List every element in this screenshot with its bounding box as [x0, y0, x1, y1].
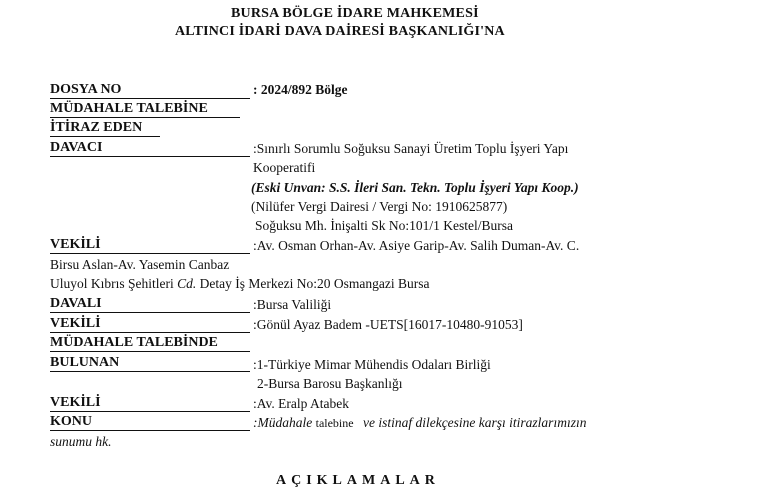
- plaintiff-attorneys-line2: Birsu Aslan-Av. Yasemin Canbaz: [50, 257, 230, 272]
- plaintiff-former-title: (Eski Unvan: S.S. İleri San. Tekn. Toplu İşyeri Yapı Koop.): [251, 180, 579, 195]
- intervener-2: 2-Bursa Barosu Başkanlığı: [257, 376, 403, 391]
- intervener-attorney-value: :Av. Eralp Atabek: [253, 396, 349, 411]
- intervener-label-line2: BULUNAN: [50, 355, 250, 372]
- file-no-value: : 2024/892 Bölge: [253, 82, 348, 97]
- defendant-value: :Bursa Valiliği: [253, 297, 332, 312]
- subject-part-c: ve istinaf dilekçesine karşı itirazlarımızın: [362, 415, 587, 430]
- subject-part-a: :Müdahale: [253, 415, 313, 430]
- intervener-1: :1-Türkiye Mimar Mühendis Odaları Birliği: [253, 357, 491, 372]
- plaintiff-attorneys-line1: :Av. Osman Orhan-Av. Asiye Garip-Av. Salih Duman-Av. C.: [253, 238, 580, 253]
- subject-part-b: talebine: [315, 416, 354, 430]
- subject-label: KONU: [50, 414, 250, 431]
- defendant-label: DAVALI: [50, 296, 250, 313]
- plaintiff-label: DAVACI: [50, 140, 250, 157]
- plaintiff-name-line2: Kooperatifi: [253, 160, 316, 175]
- intervention-label-line1: MÜDAHALE TALEBİNE: [50, 101, 240, 118]
- plaintiff-tax-info: (Nilüfer Vergi Dairesi / Vergi No: 1910625877): [251, 199, 508, 214]
- attorney-address-street: Uluyol Kıbrıs Şehitleri: [50, 276, 174, 291]
- defendant-attorney-label: VEKİLİ: [50, 316, 250, 333]
- intervener-label-line1: MÜDAHALE TALEBİNDE: [50, 335, 250, 352]
- intervener-attorney-label: VEKİLİ: [50, 395, 250, 412]
- plaintiff-name-line1: :Sınırlı Sorumlu Soğuksu Sanayi Üretim Toplu İşyeri Yapı: [253, 141, 569, 156]
- attorney-address: [50, 276, 429, 292]
- subject-line1: [253, 415, 586, 431]
- attorney-address-building: Detay İş Merkezi No:20 Osmangazi Bursa: [199, 276, 430, 291]
- defendant-attorney-value: :Gönül Ayaz Badem -UETS[16017-10480-91053]: [253, 317, 523, 332]
- court-department: ALTINCI İDARİ DAVA DAİRESİ BAŞKANLIĞI'NA: [175, 24, 505, 39]
- section-title: AÇIKLAMALAR: [276, 473, 440, 488]
- file-no-label: DOSYA NO: [50, 82, 250, 99]
- plaintiff-attorney-label: VEKİLİ: [50, 237, 250, 254]
- subject-line2: sunumu hk.: [50, 434, 112, 449]
- court-name: BURSA BÖLGE İDARE MAHKEMESİ: [231, 6, 479, 21]
- intervention-label-line2: İTİRAZ EDEN: [50, 120, 160, 137]
- attorney-address-abbrev: Cd.: [177, 276, 197, 291]
- plaintiff-address: Soğuksu Mh. İnişalti Sk No:101/1 Kestel/Bursa: [255, 218, 514, 233]
